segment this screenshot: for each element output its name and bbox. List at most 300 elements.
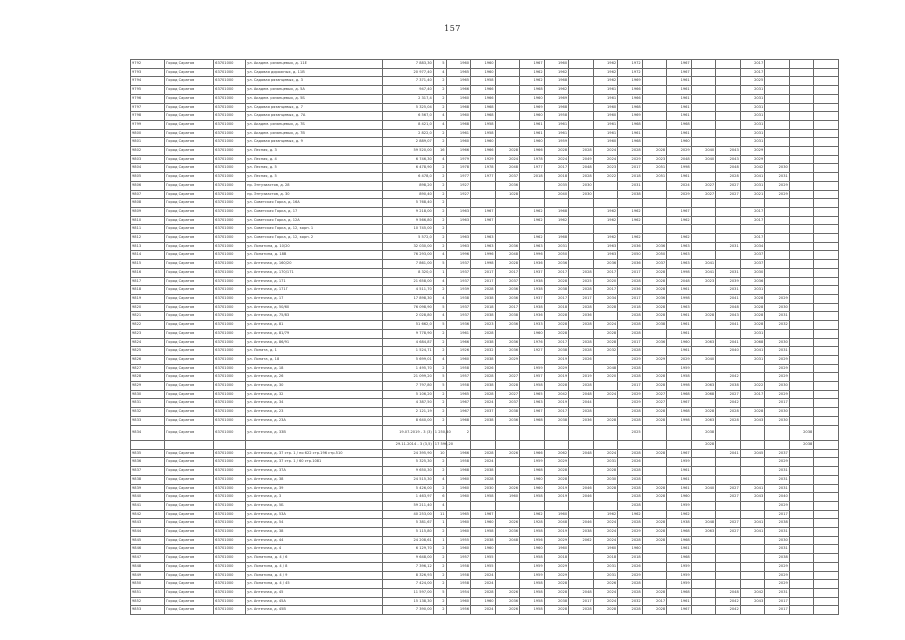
table-cell: 2 — [433, 129, 446, 138]
table-cell: 2028 — [618, 147, 643, 156]
table-cell: 1960 — [446, 60, 471, 69]
table-cell: 1961 — [593, 120, 618, 129]
table-row — [131, 493, 839, 502]
table-cell — [814, 60, 839, 69]
table-cell: 1958 — [446, 580, 471, 589]
table-cell: Город Саратов — [165, 103, 214, 112]
table-cell: 2017 — [618, 338, 643, 347]
table-cell: 2028 — [618, 501, 643, 510]
table-cell — [716, 120, 741, 129]
table-cell: 2038 — [618, 190, 643, 199]
table-cell — [765, 441, 790, 450]
table-cell: ул. Аптечная, д. 33В — [246, 425, 382, 441]
table-cell: 63701000 — [214, 138, 246, 147]
table-cell: 1960 — [520, 329, 545, 338]
table-cell: ул. Аптечная, д. 45В — [246, 606, 382, 615]
table-cell — [642, 425, 667, 441]
table-cell — [740, 373, 765, 382]
table-cell: 2028 — [569, 286, 594, 295]
table-cell: ул. Аптечная, д. 18 — [246, 364, 382, 373]
table-cell — [642, 347, 667, 356]
table-cell: 2038 — [471, 294, 496, 303]
table-cell: 2036 — [740, 277, 765, 286]
table-cell: 1966 — [618, 86, 643, 95]
table-cell — [495, 68, 520, 77]
table-cell — [520, 181, 545, 190]
table-cell — [814, 528, 839, 537]
table-cell — [569, 441, 594, 450]
table-cell: 2030 — [765, 536, 790, 545]
table-cell — [814, 294, 839, 303]
table-cell: 2018 — [593, 554, 618, 563]
table-cell: 2019 — [544, 373, 569, 382]
table-cell: 1958 — [544, 112, 569, 121]
table-cell: 2043 — [716, 147, 741, 156]
table-cell: 2024 — [593, 528, 618, 537]
table-cell: 1937 — [446, 277, 471, 286]
table-cell — [569, 251, 594, 260]
table-cell: пр. Энтузиастов, д. 30 — [246, 190, 382, 199]
table-cell — [716, 554, 741, 563]
table-cell: 1960 — [446, 355, 471, 364]
table-cell — [740, 441, 765, 450]
table-cell: 2029 — [765, 458, 790, 467]
table-cell: 2031 — [765, 588, 790, 597]
table-cell: 2037 — [471, 408, 496, 417]
table-row — [131, 155, 839, 164]
table-cell: 2046 — [569, 493, 594, 502]
table-cell: 76 098,90 — [382, 303, 433, 312]
table-cell — [691, 207, 716, 216]
table-cell: 1960 — [446, 484, 471, 493]
table-cell: 1963 — [667, 260, 692, 269]
table-cell: 2029 — [765, 181, 790, 190]
table-cell: 2018 — [618, 303, 643, 312]
table-cell: 2031 — [740, 129, 765, 138]
table-cell: Город Саратов — [165, 321, 214, 330]
table-cell: 1966 — [446, 86, 471, 95]
table-row — [131, 303, 839, 312]
table-cell: 1968 — [471, 112, 496, 121]
table-cell — [716, 329, 741, 338]
table-cell: 1965 — [446, 77, 471, 86]
table-cell: 2048 — [593, 364, 618, 373]
table-cell: 2048 — [495, 164, 520, 173]
table-cell — [691, 77, 716, 86]
table-cell: 2045 — [740, 449, 765, 458]
table-cell: 2027 — [716, 484, 741, 493]
table-row — [131, 251, 839, 260]
table-cell: 63701000 — [214, 425, 246, 441]
table-cell — [789, 510, 814, 519]
table-cell: 2062 — [544, 449, 569, 458]
table-cell — [789, 120, 814, 129]
table-cell: 5 115,80 — [382, 528, 433, 537]
table-cell — [814, 338, 839, 347]
table-cell: 2027 — [716, 190, 741, 199]
table-cell — [569, 475, 594, 484]
table-cell: 17 898,30 — [382, 294, 433, 303]
table-cell: 1960 — [667, 138, 692, 147]
table-cell: 2017 — [740, 207, 765, 216]
table-cell: 2017 — [544, 268, 569, 277]
table-cell: 40 253,00 — [382, 510, 433, 519]
table-cell: 8 421,0 — [382, 120, 433, 129]
table-cell — [789, 94, 814, 103]
table-cell: 2028 — [618, 347, 643, 356]
table-row — [131, 173, 839, 182]
table-cell: 1968 — [520, 416, 545, 425]
table-cell: 63701000 — [214, 510, 246, 519]
table-cell: 4 — [433, 155, 446, 164]
table-cell: 1963 — [446, 242, 471, 251]
table-cell: 2028 — [642, 449, 667, 458]
table-cell: 9853 — [131, 606, 165, 615]
table-cell: 5 — [433, 260, 446, 269]
table-cell: 2017 — [495, 303, 520, 312]
table-cell: 2028 — [740, 321, 765, 330]
table-cell — [814, 408, 839, 417]
table-cell — [569, 580, 594, 589]
table-cell: 2031 — [765, 484, 790, 493]
table-cell — [691, 242, 716, 251]
table-cell — [789, 528, 814, 537]
table-cell: 2017 — [471, 268, 496, 277]
table-cell: 2028 — [544, 312, 569, 321]
table-cell: 2020 — [593, 277, 618, 286]
page-number: 157 — [444, 24, 461, 33]
table-cell: 2025 — [618, 425, 643, 441]
table-cell — [740, 510, 765, 519]
table-cell: 10 — [433, 449, 446, 458]
table-cell — [814, 484, 839, 493]
table-cell: 2 — [433, 364, 446, 373]
table-cell: 7 861,00 — [382, 260, 433, 269]
table-cell: 2032 — [765, 321, 790, 330]
table-cell: 2041 — [740, 519, 765, 528]
table-cell: 2028 — [593, 416, 618, 425]
table-cell — [716, 425, 741, 441]
table-cell — [642, 216, 667, 225]
table-cell: 1960 — [495, 493, 520, 502]
table-cell: 2028 — [642, 286, 667, 295]
table-cell: 2031 — [593, 562, 618, 571]
table-cell — [691, 364, 716, 373]
table-cell: 1960 — [446, 138, 471, 147]
table-row — [131, 501, 839, 510]
table-cell: 2046 — [569, 519, 594, 528]
table-cell — [814, 173, 839, 182]
table-cell: 1960 — [593, 112, 618, 121]
table-cell: 9840 — [131, 493, 165, 502]
table-cell: 63701000 — [214, 112, 246, 121]
table-cell: 2 — [433, 562, 446, 571]
table-cell: 5 325,30 — [382, 458, 433, 467]
table-cell: 1936 — [520, 312, 545, 321]
table-cell: 1966 — [471, 147, 496, 156]
table-cell: 2028 — [618, 373, 643, 382]
table-row — [131, 347, 839, 356]
table-cell: 63701000 — [214, 147, 246, 156]
table-cell: 1960 — [593, 545, 618, 554]
table-cell: 2017 — [471, 277, 496, 286]
table-row — [131, 138, 839, 147]
table-row — [131, 286, 839, 295]
table-cell: 2048 — [495, 251, 520, 260]
table-cell: 2017 — [618, 382, 643, 391]
table-cell: 9 648,00 — [382, 554, 433, 563]
table-cell — [765, 251, 790, 260]
table-cell: 2018 — [471, 303, 496, 312]
table-cell — [814, 260, 839, 269]
table-cell: 63701000 — [214, 536, 246, 545]
table-cell — [716, 441, 741, 450]
table-cell — [765, 86, 790, 95]
table-row — [131, 329, 839, 338]
table-cell: 2027 — [716, 493, 741, 502]
table-cell: ул. Лесная, д. 5 — [246, 164, 382, 173]
table-cell: 2 — [433, 347, 446, 356]
table-cell: 2029 — [618, 528, 643, 537]
table-cell — [667, 441, 692, 450]
table-cell: 1976 — [520, 338, 545, 347]
table-cell: 1960 — [471, 597, 496, 606]
table-cell: 1998 — [667, 164, 692, 173]
table-cell: ул. Академ. рязанцевых, д. 5Б — [246, 94, 382, 103]
table-cell: 2028 — [642, 268, 667, 277]
table-cell: ул. Аптечная, д. 45 — [246, 588, 382, 597]
table-cell: 2018 — [618, 173, 643, 182]
table-cell: 63701000 — [214, 484, 246, 493]
table-cell — [471, 501, 496, 510]
table-cell — [716, 458, 741, 467]
table-cell: 1958 — [471, 493, 496, 502]
table-cell: 63701000 — [214, 260, 246, 269]
table-cell: 9837 — [131, 467, 165, 476]
table-cell — [789, 382, 814, 391]
table-cell: 2048 — [569, 449, 594, 458]
table-cell: Город Саратов — [165, 329, 214, 338]
table-cell: 2031 — [740, 120, 765, 129]
table-cell: 63701000 — [214, 580, 246, 589]
table-cell: 1927 — [446, 190, 471, 199]
table-cell: 1962 — [667, 510, 692, 519]
table-cell: 2043 — [740, 597, 765, 606]
table-cell — [814, 225, 839, 234]
table-cell — [814, 207, 839, 216]
table-cell: 2038 — [642, 321, 667, 330]
table-row — [131, 408, 839, 417]
table-cell: 1960 — [446, 528, 471, 537]
table-cell: 2017 — [495, 268, 520, 277]
table-cell: 9829 — [131, 382, 165, 391]
table-cell: 11 597,00 — [382, 588, 433, 597]
table-cell — [789, 493, 814, 502]
table-cell: 2028 — [642, 536, 667, 545]
table-cell: 2 — [433, 338, 446, 347]
table-cell — [618, 225, 643, 234]
table-cell: 1959 — [667, 458, 692, 467]
table-cell: 4 — [433, 112, 446, 121]
table-cell: 2029 — [740, 155, 765, 164]
table-cell: 2 317,4 — [382, 94, 433, 103]
table-cell: 2017 — [618, 294, 643, 303]
table-cell — [765, 207, 790, 216]
table-cell: 1959 — [520, 562, 545, 571]
table-cell: Город Саратов — [165, 112, 214, 121]
table-cell: 5 106,20 — [382, 390, 433, 399]
table-cell — [642, 571, 667, 580]
table-cell: ул. Аптечная, д. 38 — [246, 475, 382, 484]
table-cell: 1962 — [593, 60, 618, 69]
table-cell — [569, 199, 594, 208]
table-cell: 2038 — [691, 425, 716, 441]
table-cell: 1960 — [446, 519, 471, 528]
table-cell: ул. Аптечная, д. 37 стр. 1 / 60 стр.1081 — [246, 458, 382, 467]
table-cell: 1 524,71 — [382, 347, 433, 356]
table-cell — [789, 242, 814, 251]
table-cell — [691, 373, 716, 382]
table-cell — [691, 68, 716, 77]
table-cell: 1967 — [667, 399, 692, 408]
table-row — [131, 321, 839, 330]
table-cell — [789, 234, 814, 243]
table-cell: 15 138,30 — [382, 597, 433, 606]
table-cell: 63701000 — [214, 164, 246, 173]
table-cell: 1977 — [446, 173, 471, 182]
table-cell: 9801 — [131, 138, 165, 147]
table-cell: 2028 — [618, 536, 643, 545]
table-cell — [814, 597, 839, 606]
table-cell — [495, 86, 520, 95]
table-cell — [814, 364, 839, 373]
table-cell — [814, 234, 839, 243]
table-row — [131, 234, 839, 243]
table-cell: 1959 — [667, 364, 692, 373]
table-cell: Город Саратов — [165, 277, 214, 286]
table-cell: 4 — [433, 277, 446, 286]
table-cell: 2031 — [765, 347, 790, 356]
table-cell: 9822 — [131, 321, 165, 330]
table-cell — [691, 493, 716, 502]
table-cell: ул. Лопатина, д. 4 / 8 — [246, 562, 382, 571]
table-cell — [642, 562, 667, 571]
table-cell: 9848 — [131, 562, 165, 571]
table-cell — [691, 138, 716, 147]
table-cell: 1978 — [520, 155, 545, 164]
table-cell: Город Саратов — [165, 294, 214, 303]
table-cell: 1969 — [520, 103, 545, 112]
table-cell: 1967 — [667, 606, 692, 615]
table-cell: 1961 — [667, 86, 692, 95]
table-cell — [814, 347, 839, 356]
table-cell: 2030 — [765, 408, 790, 417]
table-cell: 1960 — [593, 138, 618, 147]
table-cell: 1966 — [446, 449, 471, 458]
table-cell: 1955 — [446, 536, 471, 545]
table-cell: 1967 — [520, 408, 545, 417]
table-cell — [789, 77, 814, 86]
table-cell: 9818 — [131, 286, 165, 295]
table-cell: 2025 — [740, 77, 765, 86]
table-cell: 2028 — [471, 390, 496, 399]
table-cell: 9820 — [131, 303, 165, 312]
table-cell: 9811 — [131, 225, 165, 234]
table-cell: 2042 — [716, 399, 741, 408]
table-cell — [642, 554, 667, 563]
table-row — [131, 120, 839, 129]
table-cell — [789, 216, 814, 225]
table-cell — [691, 501, 716, 510]
table-cell: 1958 — [520, 597, 545, 606]
table-cell: Город Саратов — [165, 260, 214, 269]
table-cell: 2048 — [495, 536, 520, 545]
table-cell: 2028 — [495, 382, 520, 391]
table-cell: 1962 — [520, 216, 545, 225]
table-cell: 1968 — [544, 207, 569, 216]
table-cell: 1962 — [618, 216, 643, 225]
table-cell — [814, 68, 839, 77]
table-cell: 7 797,80 — [382, 382, 433, 391]
table-cell — [814, 312, 839, 321]
table-cell — [789, 147, 814, 156]
table-cell: 2038 — [544, 416, 569, 425]
table-cell — [814, 286, 839, 295]
table-cell: Город Саратов — [165, 519, 214, 528]
table-cell: 59 211,40 — [382, 501, 433, 510]
table-cell — [789, 60, 814, 69]
table-cell: 63701000 — [214, 382, 246, 391]
table-cell: 2024 — [471, 606, 496, 615]
table-cell: 2041 — [716, 449, 741, 458]
table-cell: 9834 — [131, 425, 165, 441]
table-cell: ул. Аптечная, д. 170/171 — [246, 268, 382, 277]
table-cell: ул. Лопата, д. 18 — [246, 355, 382, 364]
table-cell: 2028 — [691, 312, 716, 321]
table-row — [131, 94, 839, 103]
table-cell: 2 — [433, 199, 446, 208]
table-cell — [495, 234, 520, 243]
table-cell — [691, 86, 716, 95]
table-cell: 2024 — [593, 449, 618, 458]
table-cell: 1967 — [471, 510, 496, 519]
table-cell: 1977 — [520, 164, 545, 173]
table-cell: 1958 — [446, 562, 471, 571]
table-cell — [495, 562, 520, 571]
table-cell: 4 511,70 — [382, 286, 433, 295]
table-cell — [691, 588, 716, 597]
table-cell: 1960 — [667, 493, 692, 502]
table-cell — [716, 545, 741, 554]
table-cell: 2 — [433, 554, 446, 563]
table-row — [131, 294, 839, 303]
table-cell: 2029 — [544, 562, 569, 571]
table-cell: 890,40 — [382, 190, 433, 199]
table-row — [131, 190, 839, 199]
table-cell — [740, 606, 765, 615]
table-cell — [765, 242, 790, 251]
table-cell: 1960 — [520, 94, 545, 103]
table-cell: 4 387,50 — [382, 399, 433, 408]
table-cell — [691, 129, 716, 138]
table-cell: 1972 — [618, 60, 643, 69]
table-cell — [495, 207, 520, 216]
table-cell: 2028 — [593, 329, 618, 338]
table-cell: 2063 — [691, 338, 716, 347]
table-cell — [716, 199, 741, 208]
table-cell: 2031 — [765, 312, 790, 321]
table-row — [131, 458, 839, 467]
